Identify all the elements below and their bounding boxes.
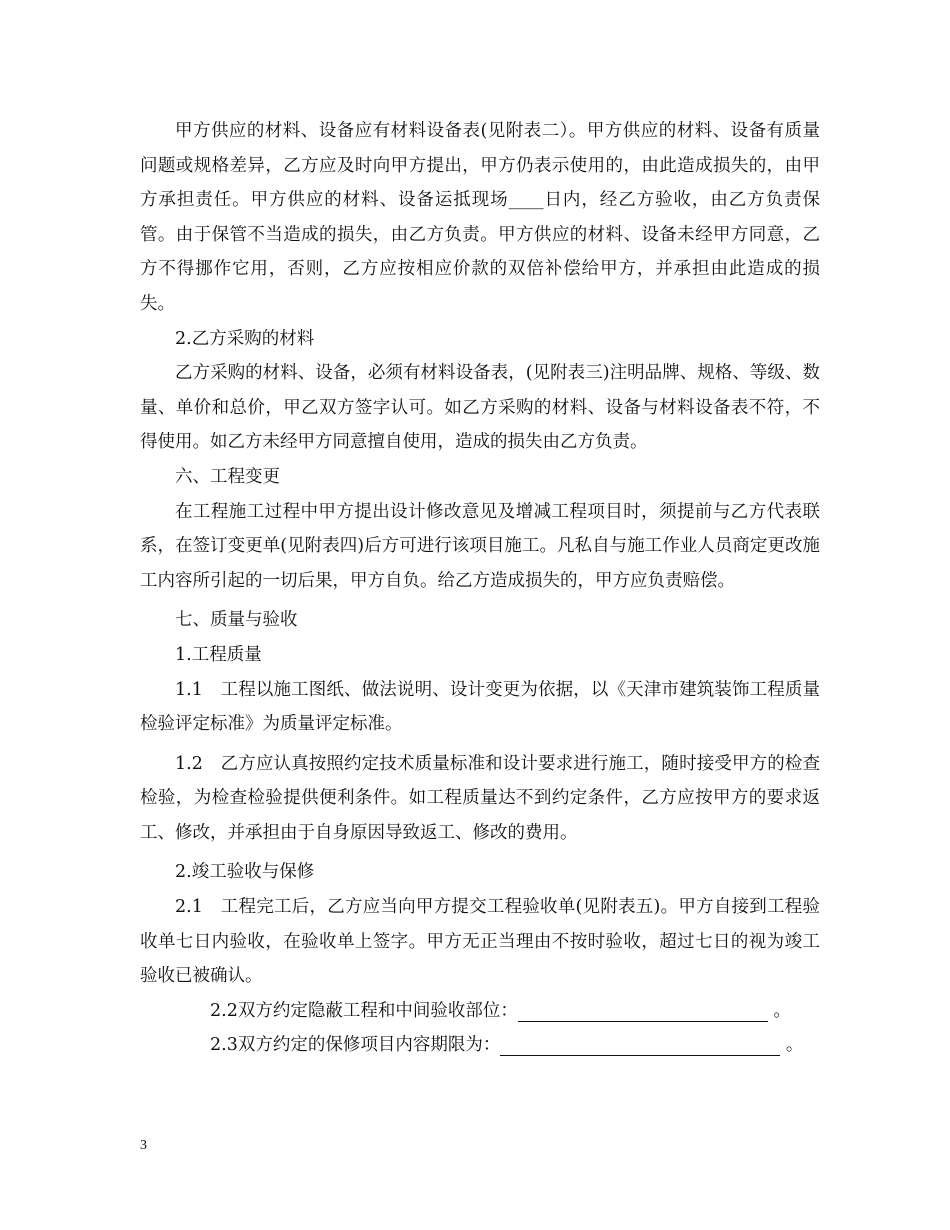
paragraph-engineering-change: 在工程施工过程中甲方提出设计修改意见及增减工程项目时，须提前与乙方代表联系，在签订变更单(见附表四)后方可进行该项目施工。凡私自与施工作业人员商定更改施工内容所引起的一切后果，甲方自负。给乙方造成损失的，甲方应负责赔偿。 [140,501,820,591]
heading-quality-acceptance: 七、质量与验收 [175,610,298,631]
paragraph-clause-1-2: 1.2 乙方应认真按照约定技术质量标准和设计要求进行施工，随时接受甲方的检查检验，为检查检验提供便利条件。如工程质量达不到约定条件，乙方应按甲方的要求返工、修改，并承担由于自身原因导致返工、修改的费用。 [140,753,820,843]
heading-engineering-quality: 1.工程质量 [175,644,262,665]
clause-number: 2.2 [210,1000,238,1021]
clause-suffix: 。 [773,1000,791,1021]
heading-engineering-change: 六、工程变更 [175,466,280,487]
blank-underline [500,1033,780,1056]
clause-number: 2.3 [210,1035,238,1056]
paragraph-contractor-materials: 乙方采购的材料、设备，必须有材料设备表，(见附表三)注明品牌、规格、等级、数量、单价和总价，甲乙双方签字认可。如乙方采购的材料、设备与材料设备表不符，不得使用。如乙方未经甲方同意擅自使用，造成的损失由乙方负责。 [140,363,820,453]
paragraph-clause-2-1: 2.1 工程完工后，乙方应当向甲方提交工程验收单(见附表五)。甲方自接到工程验收单七日内验收，在验收单上签字。甲方无正当理由不按时验收，超过七日的视为竣工验收已被确认。 [140,897,820,987]
clause-text: 双方约定的保修项目内容期限为： [237,1035,501,1056]
fill-line-clause-2-3 [140,1028,820,1063]
fill-line-clause-2-2 [140,994,820,1029]
blank-underline [518,999,768,1022]
heading-completion-warranty: 2.竣工验收与保修 [175,862,315,883]
paragraph-clause-1-1: 1.1 工程以施工图纸、做法说明、设计变更为依据，以《天津市建筑装饰工程质量检验评定标准》为质量评定标准。 [140,679,820,735]
paragraph-materials-supply: 甲方供应的材料、设备应有材料设备表(见附表二）。甲方供应的材料、设备有质量问题或规格差异，乙方应及时向甲方提出，甲方仍表示使用的，由此造成损失的，由甲方承担责任。甲方供应的材料、设备运抵现场____日内，经乙方验收，由乙方负责保管。由于保管不当造成的损失，由乙方负责。甲方供应的材料、设备未经甲方同意，乙方不得挪作它用，否则，乙方应按相应价款的双倍补偿给甲方，并承担由此造成的损失。 [140,121,820,314]
document-body [140,114,820,1063]
page-number: 3 [140,1138,147,1153]
clause-suffix: 。 [785,1035,804,1056]
clause-text: 双方约定隐蔽工程和中间验收部位： [237,1000,518,1021]
heading-contractor-materials: 2.乙方采购的材料 [175,328,315,349]
